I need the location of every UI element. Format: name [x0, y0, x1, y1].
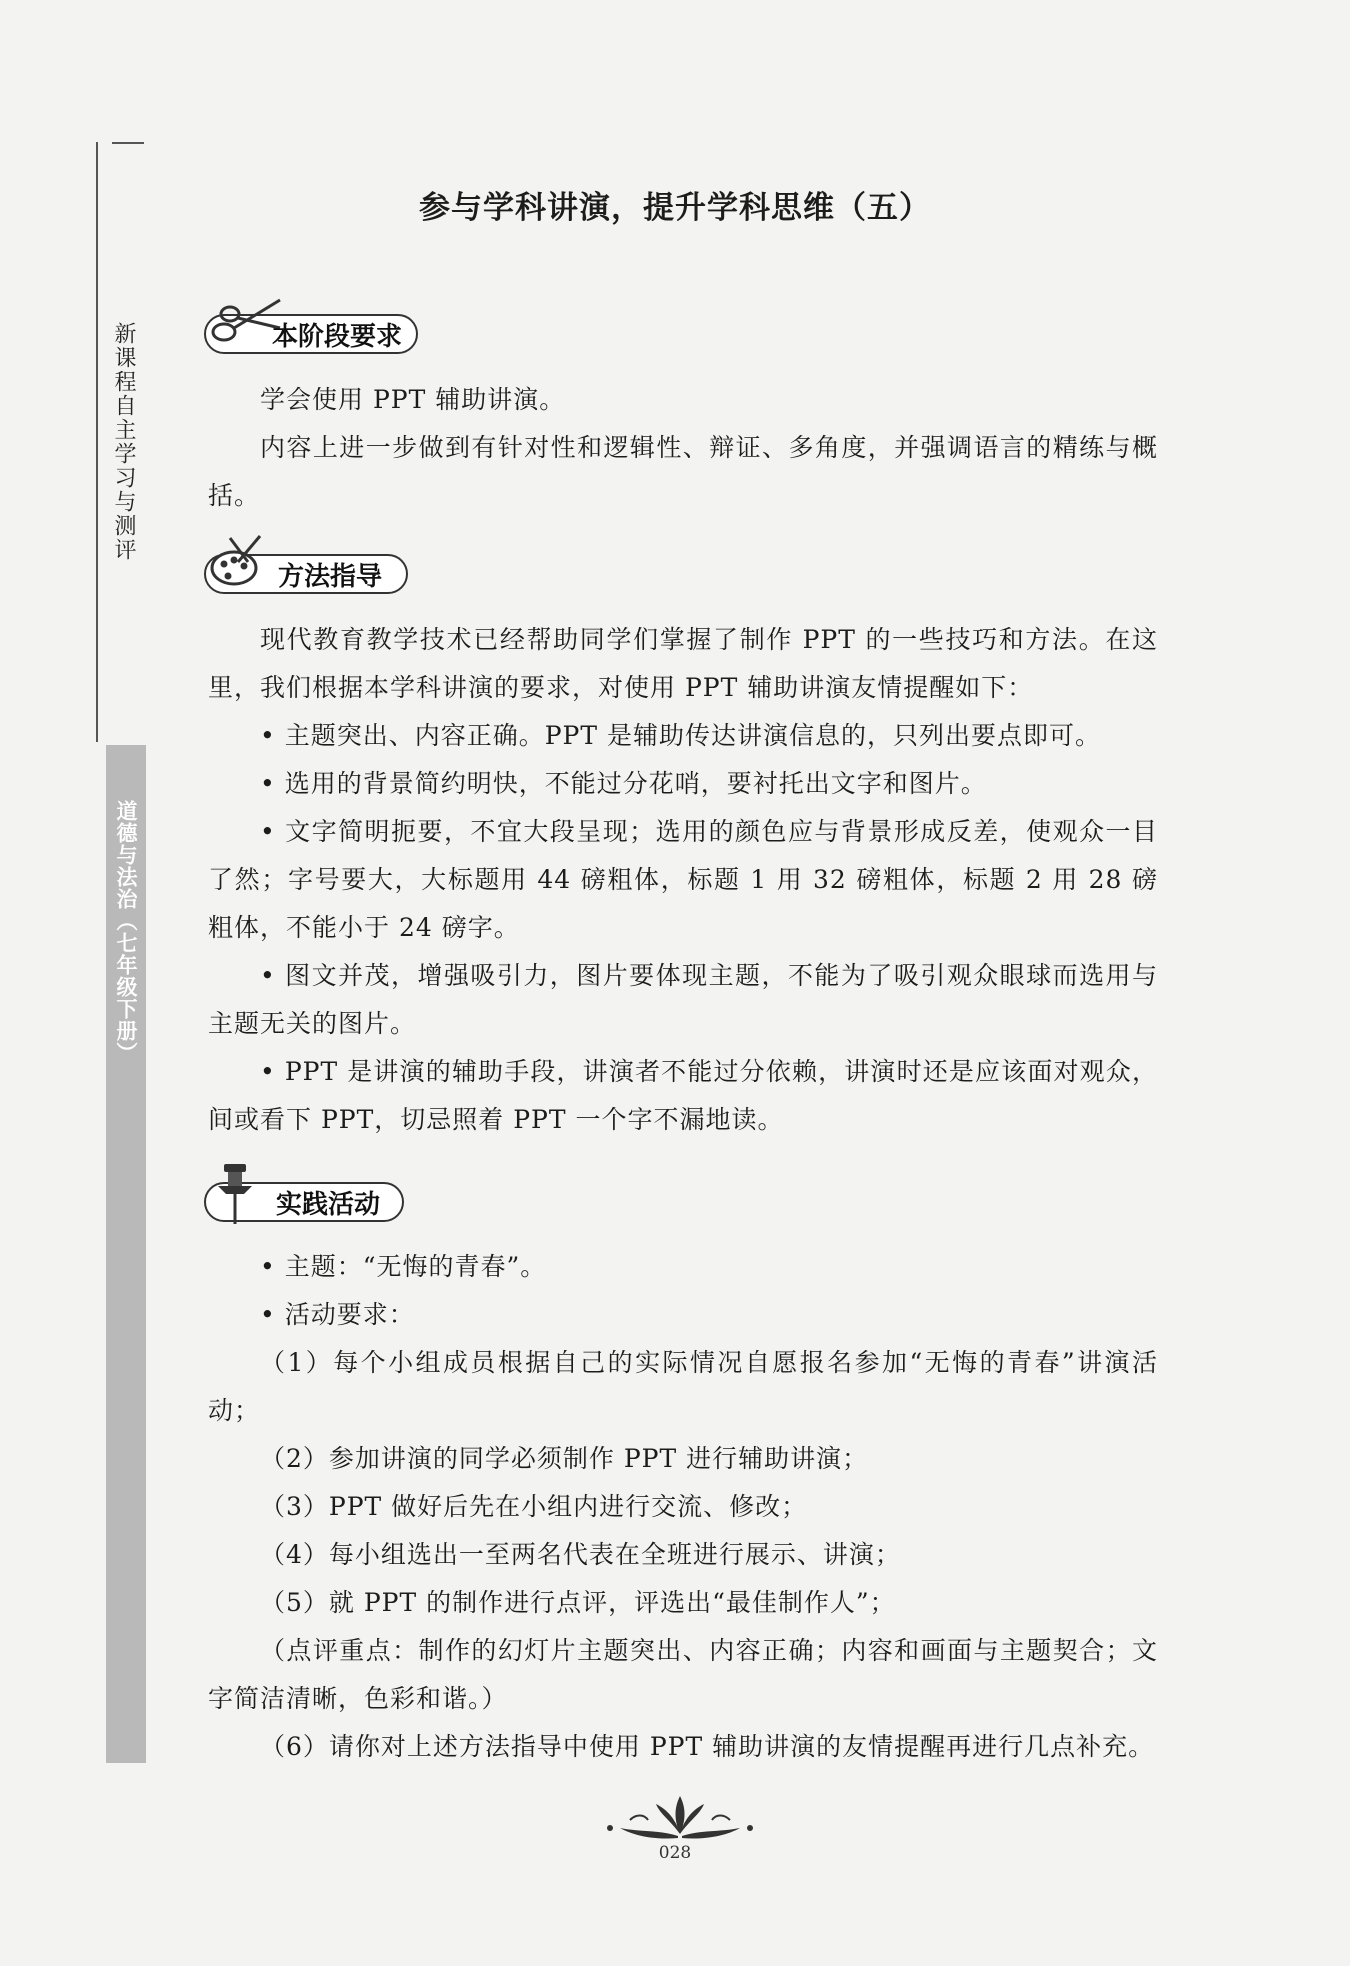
bullet-item: • 选用的背景简约明快，不能过分花哨，要衬托出文字和图片。 [260, 769, 987, 798]
bullet-item: • 主题突出、内容正确。PPT 是辅助传达讲演信息的，只列出要点即可。 [260, 721, 1101, 750]
list-item: （5）就 PPT 的制作进行点评，评选出“最佳制作人”； [260, 1588, 896, 1617]
section-heading-label: 方法指导 [278, 562, 383, 592]
section-heading-requirements [204, 306, 424, 352]
paragraph: 内容上进一步做到有针对性和逻辑性、辩证、多角度，并强调语言的精练与概括。 [208, 433, 1158, 510]
bullet-item: • 活动要求： [260, 1300, 415, 1329]
bullet-item: • 文字简明扼要，不宜大段呈现；选用的颜色应与背景形成反差，使观众一目了然；字号要大，大标题用 44 磅粗体，标题 1 用 32 磅粗体，标题 2 用 28 磅粗体，不能小于 24 磅字。 [208, 817, 1158, 942]
section-heading-practice [204, 1174, 414, 1220]
list-item: （点评重点：制作的幻灯片主题突出、内容正确；内容和画面与主题契合；文字简洁清晰，色彩和谐。） [208, 1636, 1158, 1713]
list-item: （3）PPT 做好后先在小组内进行交流、修改； [260, 1492, 808, 1521]
bullet-item: • PPT 是讲演的辅助手段，讲演者不能过分依赖，讲演时还是应该面对观众，间或看下 PPT，切忌照着 PPT 一个字不漏地读。 [208, 1057, 1158, 1134]
sidebar-subject-title: 道德与法治（七年级下册） [114, 800, 138, 1064]
section-heading-label: 本阶段要求 [272, 322, 403, 352]
page-title: 参与学科讲演，提升学科思维（五） [419, 190, 931, 226]
palette-icon [208, 532, 268, 592]
floral-ornament-icon [600, 1790, 760, 1846]
section-heading-method [204, 546, 414, 592]
page-number: 028 [658, 1843, 692, 1863]
list-item: （6）请你对上述方法指导中使用 PPT 辅助讲演的友情提醒再进行几点补充。 [260, 1732, 1155, 1761]
list-item: （2）参加讲演的同学必须制作 PPT 进行辅助讲演； [260, 1444, 869, 1473]
method-text [208, 616, 1158, 1144]
paragraph: 学会使用 PPT 辅助讲演。 [260, 385, 566, 414]
bullet-item: • 主题：“无悔的青春”。 [260, 1252, 547, 1281]
requirements-text [208, 376, 1158, 520]
section-heading-label: 实践活动 [276, 1190, 381, 1220]
list-item: （1）每个小组成员根据自己的实际情况自愿报名参加“无悔的青春”讲演活动； [208, 1348, 1158, 1425]
paragraph: 现代教育教学技术已经帮助同学们掌握了制作 PPT 的一些技巧和方法。在这里，我们根据本学科讲演的要求，对使用 PPT 辅助讲演友情提醒如下： [208, 625, 1158, 702]
practice-text [208, 1243, 1158, 1771]
pushpin-icon [208, 1160, 264, 1230]
bullet-item: • 图文并茂，增强吸引力，图片要体现主题，不能为了吸引观众眼球而选用与主题无关的图片。 [208, 961, 1158, 1038]
list-item: （4）每小组选出一至两名代表在全班进行展示、讲演； [260, 1540, 901, 1569]
sidebar-series-title: 新课程自主学习与测评 [111, 322, 136, 562]
